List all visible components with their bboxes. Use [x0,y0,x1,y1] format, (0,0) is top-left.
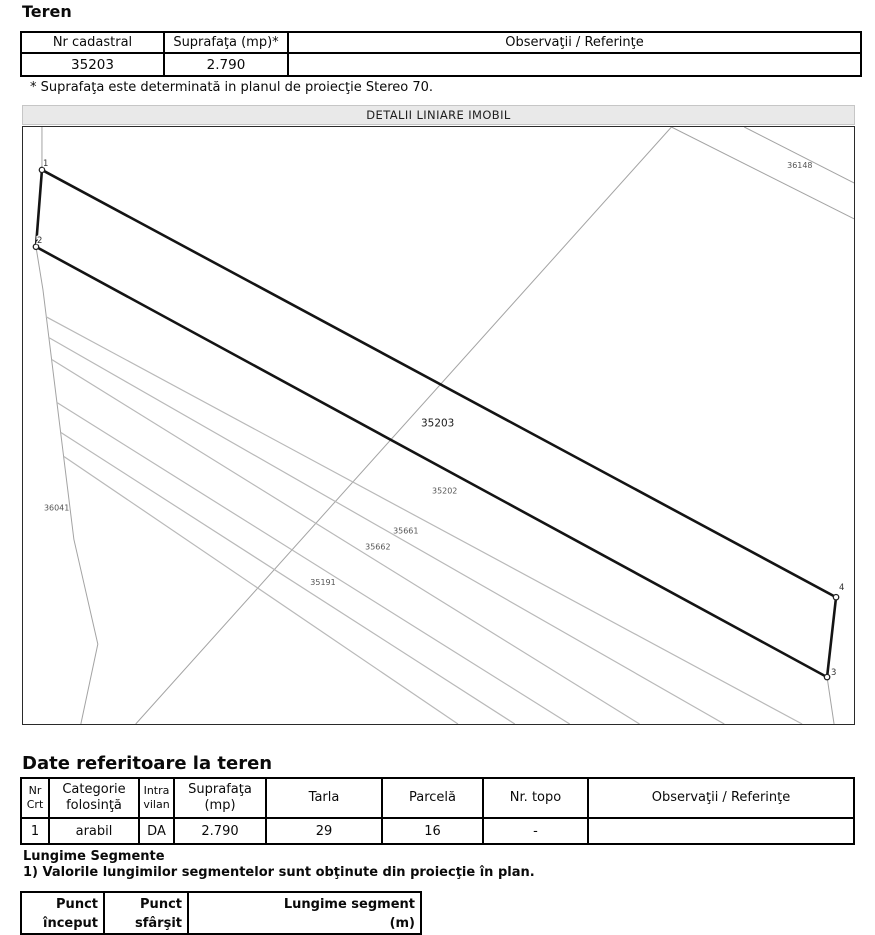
strip-line-6 [64,456,458,724]
header-tarla: Tarla [266,778,382,818]
vertex-dot-1 [39,167,44,172]
header-categorie-folosinta [49,778,139,818]
cell-observatii-2 [588,818,854,844]
header-suprafata-line2: (mp) [204,798,236,813]
header-lungime-segment [188,892,421,934]
strip-line-5 [61,432,515,724]
header-suprafata-mp [174,778,266,818]
cell-categorie: arabil [49,818,139,844]
cadastral-plan-svg [23,127,854,724]
header-categorie-line1: Categorie [62,781,126,797]
date-teren-data-row [21,818,854,844]
header-lungime-line2: (m) [389,916,415,931]
strip-line-2 [49,338,724,724]
label-point-2: 2 [36,234,43,245]
label-parcel-36148: 36148 [787,160,813,170]
cell-nr-crt: 1 [21,818,49,844]
cell-suprafata-mp: 2.790 [174,818,266,844]
section-title-date-teren: Date referitoare la teren [22,753,273,774]
header-intravilan [139,778,174,818]
header-lungime-line1: Lungime segment [283,897,415,912]
vertex-dot-2 [33,244,38,249]
strip-line-1 [43,317,802,724]
label-point-3: 3 [831,667,837,678]
header-nr-crt-line2: Crt [26,798,44,811]
parcel-strip-lines [43,317,802,724]
suprafata-footnote: * Suprafaţa este determinată in planul de proiecţie Stereo 70. [30,80,434,95]
cell-parcela: 16 [382,818,483,844]
header-categorie-line2: folosinţă [66,798,122,813]
segments-note: 1) Valorile lungimilor segmentelor sunt obţinute din proiecţie în plan. [23,865,535,880]
parcel-36148-line-a [671,127,854,219]
cell-suprafata: 2.790 [164,53,288,76]
header-nr-topo: Nr. topo [483,778,588,818]
header-parcela: Parcelă [382,778,483,818]
label-parcel-35661: 35661 [393,526,419,536]
segments-table [20,891,422,935]
plan-title-bar: DETALII LINIARE IMOBIL [22,105,855,125]
date-teren-table [20,777,855,845]
cell-tarla: 29 [266,818,382,844]
point3-tail-line [827,677,834,724]
strip-line-4 [57,403,570,724]
label-point-4: 4 [839,582,845,593]
label-parcel-36041: 36041 [43,503,70,513]
header-observatii-referinte: Observaţii / Referinţe [588,778,854,818]
header-punct-sfarsit-line2: sfârşit [135,916,182,931]
header-punct-inceput-line2: început [42,916,98,931]
teren-table [20,31,862,77]
vertex-dot-4 [833,595,838,600]
teren-table-header-row [21,32,861,53]
label-parcel-35202: 35202 [432,486,458,496]
header-observatii: Observaţii / Referinţe [288,32,861,53]
label-parcel-35191: 35191 [310,578,336,588]
header-suprafata: Suprafaţa (mp)* [164,32,288,53]
label-parcel-35203: 35203 [421,417,455,430]
header-punct-sfarsit-line1: Punct [140,897,182,912]
cell-nr-cadastral: 35203 [21,53,164,76]
parcel-36148-line-b [744,127,854,183]
teren-table-data-row [21,53,861,76]
header-nr-cadastral: Nr cadastral [21,32,164,53]
label-parcel-35662: 35662 [365,542,391,552]
segments-title: Lungime Segmente [23,849,165,864]
header-suprafata-line1: Suprafaţa [188,781,252,797]
left-boundary-line [36,127,98,724]
vertex-dot-3 [824,674,829,679]
cell-nr-topo: - [483,818,588,844]
cell-intravilan: DA [139,818,174,844]
label-point-1: 1 [42,157,49,168]
header-intravilan-line2: vilan [143,798,170,811]
header-intravilan-line1: Intra [143,784,170,798]
long-diagonal-line [136,127,672,724]
header-punct-inceput [21,892,104,934]
date-teren-header-row [21,778,854,818]
cell-observatii [288,53,861,76]
segments-header-row [21,892,421,934]
header-punct-sfarsit [104,892,188,934]
header-nr-crt-line1: Nr [28,784,42,798]
header-nr-crt [21,778,49,818]
header-punct-inceput-line1: Punct [56,897,98,912]
page-title: Teren [22,2,72,21]
cadastral-plan [22,126,855,725]
